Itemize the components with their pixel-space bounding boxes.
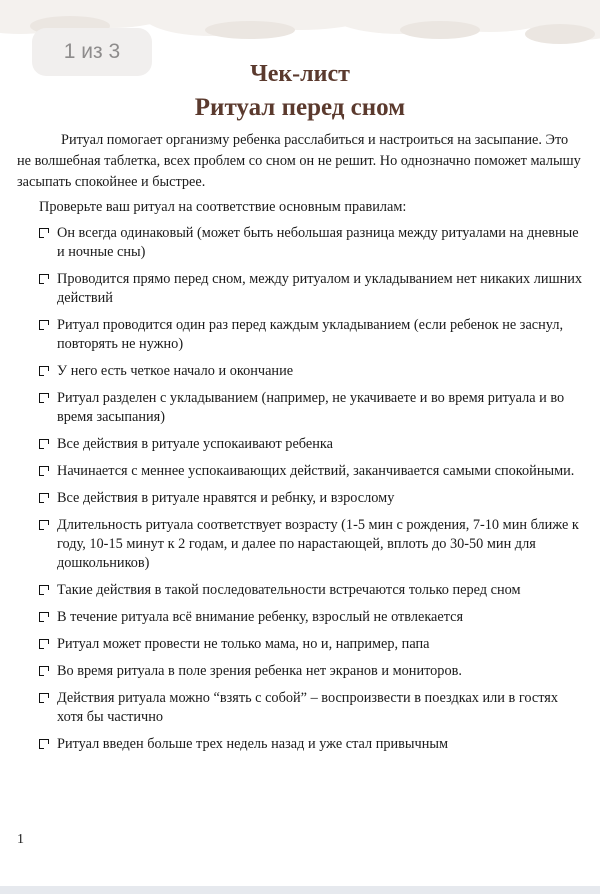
checklist-item-text: Он всегда одинаковый (может быть небольшая разница между ритуалами на дневные и ночные сны): [57, 225, 579, 260]
checklist-item-text: В течение ритуала всё внимание ребенку, взрослый не отвлекается: [57, 609, 464, 625]
checklist-item: [38, 689, 584, 727]
page-indicator: 1 из 3: [32, 28, 152, 76]
checklist-item: [38, 581, 584, 600]
checklist-item-text: Ритуал может провести не только мама, но и, например, папа: [57, 636, 430, 652]
checklist-item-text: Все действия в ритуале успокаивают ребенка: [57, 436, 333, 452]
bottom-bar: [0, 886, 600, 894]
checklist-item-text: Во время ритуала в поле зрения ребенка нет экранов и мониторов.: [57, 663, 462, 679]
checkbox-icon: [39, 393, 49, 403]
checkbox-icon: [39, 228, 49, 238]
intro-paragraph: Ритуал помогает организму ребенка расслабиться и настроиться на засыпание. Это не волшебная таблетка, всех проблем со сном он не решит. Но однозначно поможет малышу засыпать спокойнее и быстрее.: [17, 132, 581, 190]
checklist-item-text: Начинается с меннее успокаивающих действий, заканчивается самыми спокойными.: [57, 463, 575, 479]
checklist-item: [38, 435, 584, 454]
checklist-item: [38, 362, 584, 381]
checklist-item: [38, 735, 584, 754]
checklist-item: [38, 389, 584, 427]
checklist-item-text: Ритуал проводится один раз перед каждым укладыванием (если ребенок не заснул, повторять не нужно): [57, 317, 564, 352]
page-title: Чек-лист: [250, 61, 350, 87]
checklist-item-text: У него есть четкое начало и окончание: [57, 363, 294, 379]
checklist-item: [38, 270, 584, 308]
checklist-item: [38, 489, 584, 508]
checklist-item: [38, 635, 584, 654]
checklist-item-text: Действия ритуала можно “взять с собой” – воспроизвести в поездках или в гостях хотя бы частично: [57, 690, 558, 725]
checkbox-icon: [39, 666, 49, 676]
checkbox-icon: [39, 612, 49, 622]
checkbox-icon: [39, 439, 49, 449]
checkbox-icon: [39, 739, 49, 749]
checklist-item-text: Ритуал введен больше трех недель назад и уже стал привычным: [57, 736, 449, 752]
checklist-item: [38, 462, 584, 481]
checklist-item-text: Ритуал разделен с укладыванием (например, не укачиваете и во время ритуала и во время засыпания): [57, 390, 565, 425]
checklist-item-text: Длительность ритуала соответствует возрасту (1-5 мин с рождения, 7-10 мин ближе к году, 10-15 минут к 2 годам, и далее по нарастающей, вплоть до 30-50 мин для дошкольников): [57, 517, 579, 571]
checklist-item: [38, 662, 584, 681]
checkbox-icon: [39, 320, 49, 330]
checkbox-icon: [39, 585, 49, 595]
page-number: 1: [17, 832, 24, 847]
checkbox-icon: [39, 466, 49, 476]
checkbox-icon: [39, 274, 49, 284]
checkbox-icon: [39, 366, 49, 376]
checklist-lead: Проверьте ваш ритуал на соответствие основным правилам:: [39, 199, 407, 215]
page-subtitle: Ритуал перед сном: [194, 94, 406, 121]
checkbox-icon: [39, 693, 49, 703]
checklist-item-text: Все действия в ритуале нравятся и ребнку, и взрослому: [57, 490, 395, 506]
checklist-item-text: Такие действия в такой последовательности встречаются только перед сном: [57, 582, 521, 598]
checkbox-icon: [39, 639, 49, 649]
checkbox-icon: [39, 493, 49, 503]
checklist-item: [38, 608, 584, 627]
checklist-item: [38, 516, 584, 573]
checklist-item: [38, 224, 584, 262]
checkbox-icon: [39, 520, 49, 530]
checklist: [38, 224, 584, 762]
checklist-item: [38, 316, 584, 354]
checklist-item-text: Проводится прямо перед сном, между ритуалом и укладыванием нет никаких лишних действий: [57, 271, 583, 306]
